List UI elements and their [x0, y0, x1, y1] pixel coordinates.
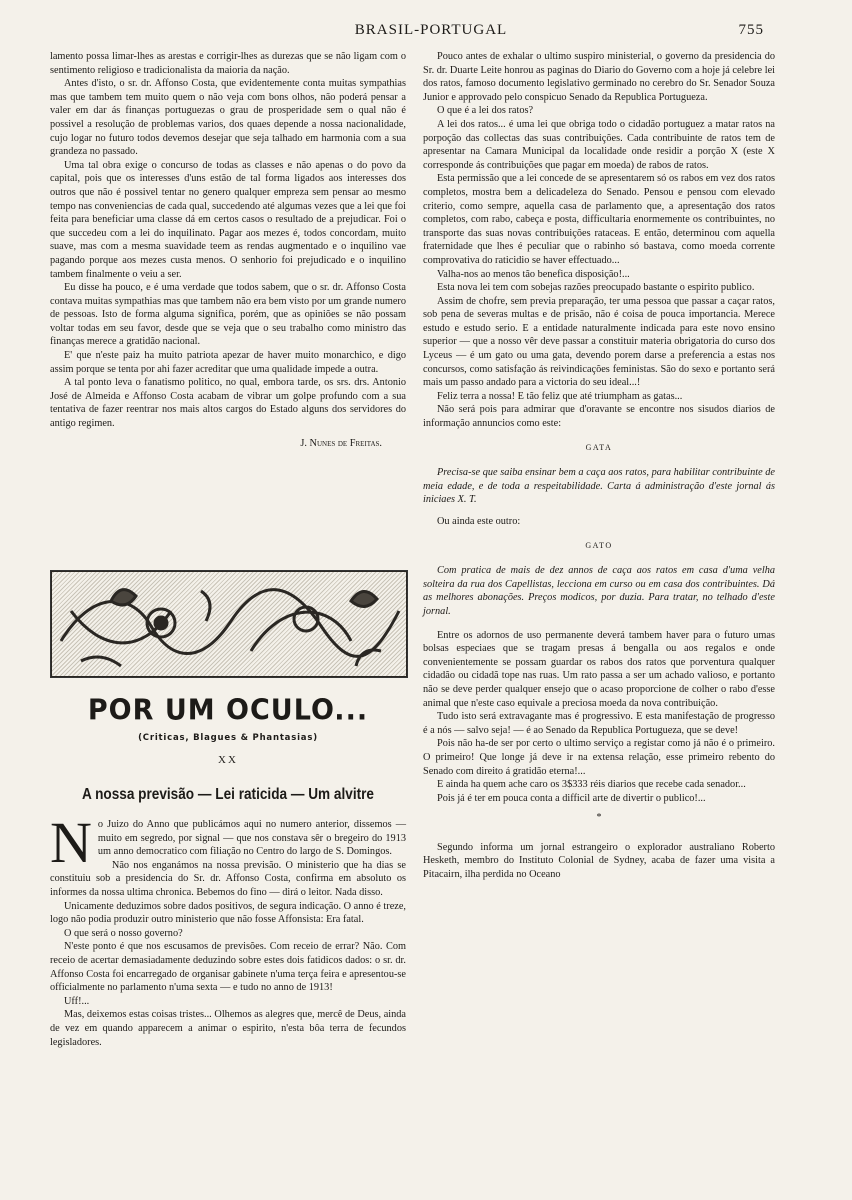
- paragraph: Unicamente deduzimos sobre dados positivos, de segura indicação. O anno é treze, logo não podia produzir outro ministerio que não fosse Affonsista: Era fatal.: [50, 900, 406, 926]
- journal-title: BRASIL-PORTUGAL: [354, 22, 508, 38]
- paragraph: Entre os adornos de uso permanente deverá tambem haver para o futuro umas bolsas especiaes que se tragam presas á bengalla ou aos regalos e onde convenientemente se possam guardar os rabos dos ratos que porventura qualquer cidadão ou cidadã tope nas ruas. Um rato passa a ser um achado valioso, e portanto não se deve perder qualquer ensejo que o acaso proporcione de colher o rabo d'esse animal que n'este caso equivale a preciosa moeda da nova contribuição.: [423, 629, 775, 709]
- ad-label-gata: GATA: [585, 442, 613, 452]
- paragraph: Pouco antes de exhalar o ultimo suspiro ministerial, o governo da presidencia do Sr. dr. Duarte Leite honrou as paginas do Diario do Governo com a hoje já celebre lei dos ratos, famoso documento legislativo germinado no cerebro do Sr. Senador Souza Junior e approvado pelo conspicuo Senado da Republica Portugueza.: [423, 51, 775, 103]
- right-column: [423, 50, 775, 882]
- paragraph: A lei dos ratos... é uma lei que obriga todo o cidadão portuguez a matar ratos na porpoção das collectas das suas contribuições. Cada contribuinte de ratos tem de apresentar na Camara Municipal da localidade onde residir a porção X (este X corresponde ás contribuições que pagar em moeda) de rabos de ratos.: [423, 118, 775, 171]
- paragraph: Esta nova lei tem com sobejas razões preocupado bastante o espirito publico.: [437, 282, 755, 294]
- paragraph: Feliz terra a nossa! E tão feliz que até triumpham as gatas...: [437, 390, 683, 402]
- paragraph: Assim de chofre, sem previa preparação, ter uma pessoa que passar a caçar ratos, sob pena de severas multas e de prisão, não é coisa de pouca importancia. Merece estudo e estudo serio. E a entidade naturalmente indicada para este novo ensino superior — que a nosso vêr deve passar a constituir materia obrigatoria do curso dos Lyceus — é um gato ou uma gata, devendo porem darse a preferencia a estas nos concursos, como satisfação ás reivindicações feministas. São do sexo e portanto será mais um passo andado para a victoria do seu ideal...!: [423, 295, 775, 389]
- paragraph: Não será pois para admirar que d'oravante se encontre nos sisudos diarios de informação annuncios como este:: [423, 404, 775, 430]
- running-header: [50, 22, 812, 44]
- paragraph: N'este ponto é que nos escusamos de previsões. Com receio de errar? Não. Com receio de acertar demasiadamente deduzindo sobre estes dois fatidicos dados: o sr. dr. Affonso Costa foi encarregado de organisar gabinete n'uma terça feira e apresentou-se officialmente no parlamento n'uma sexta — e tudo no anno de 1913!: [50, 941, 406, 994]
- page-number: 755: [738, 22, 764, 38]
- ad-label-gato: GATO: [585, 540, 613, 550]
- paragraph: Segundo informa um jornal estrangeiro o explorador australiano Roberto Hesketh, membro do Instituto Colonial de Sydney, acaba de fazer uma visita a Pitacairn, ilha perdida no Oceano: [423, 841, 775, 881]
- paragraph: Valha-nos ao menos tão benefica disposição!...: [437, 268, 630, 280]
- paragraph: E' que n'este paiz ha muito patriota apezar de haver muito monarchico, e digo assim porque se tenta por ahi fazer acreditar que uma qualidade impede a outra.: [50, 350, 406, 375]
- paragraph: Uff!...: [64, 995, 90, 1007]
- paragraph: Eu disse ha pouco, e é uma verdade que todos sabem, que o sr. dr. Affonso Costa contava muitas sympathias mas que tambem não era bem visto por um grande numero de pessoas. Isto de forma alguma significa, porém, que as opiniões se não possam voltar todas em seu favor, desde que se veja que o seu trabalho como ministro das finanças merece a gratidão nacional.: [50, 282, 406, 348]
- drop-cap: N: [50, 810, 92, 875]
- paragraph: O que é a lei dos ratos?: [437, 105, 534, 117]
- paragraph: Ou ainda este outro:: [437, 516, 521, 527]
- article-body-left: [50, 810, 406, 1049]
- paragraph: Pois não ha-de ser por certo o ultimo serviço a registar como já não é o primeiro. O primeiro! Que longe já deve ir na extensa relação, esse primeiro rebento do Senado com direito á gratidão eterna!...: [423, 738, 775, 777]
- paragraph: Tudo isto será extravagante mas é progressivo. E esta manifestação de progresso é a nós — salvo seja! — é ao Senado da Republica Portugueza, que se deve!: [423, 711, 775, 736]
- paragraph: E ainda ha quem ache caro os 3$333 réis diarios que recebe cada senador...: [437, 779, 746, 791]
- paragraph: No Juizo do Anno que publicámos aqui no numero anterior, dissemos — muito em segredo, por signal — que nos constava sêr o bregeiro do 1913 um anno democratico com filiação no Centro do largo de S. Domingos.: [50, 810, 406, 875]
- section-title: POR UM OCULO...: [87, 694, 369, 727]
- paragraph: Não nos enganámos na nossa previsão. O ministerio que ha dias se constituiu sob a presidencia do Sr. dr. Affonso Costa, confirma em absoluto os informes da nossa ultima chronica. Bebemos do fino — dirá o leitor. Nada disso.: [50, 859, 406, 898]
- decorative-engraving: [50, 570, 408, 678]
- ornament-scroll-icon: [51, 571, 407, 677]
- article-title: A nossa previsão — Lei raticida — Um alvitre: [81, 786, 375, 803]
- paragraph: Antes d'isto, o sr. dr. Affonso Costa, que evidentemente conta muitas sympathias mas que tambem tem muito quem o não veja com bons olhos, não poderá pensar a valer em dar ás finanças portuguezas o grau de prosperidade sem o qual não é possivel a resolução de problemas varios, dos quaes depende a nossa nacionalidade, cujo logar no futuro todos devemos desejar que seja talhado em harmonia com a sua grandeza no passado.: [50, 78, 406, 158]
- paragraph: Uma tal obra exige o concurso de todas as classes e não apenas o do povo da capital, pois que os interesses d'uns estão de tal forma ligados aos interesses dos outros que não é possivel tentar no genero qualquer empreza sem pensar ao mesmo tempo nas conveniencias de cada qual, succedendo até algumas vezes que a lei que foi feita para beneficiar uma classe dá em certos casos o resultado de a prejudicar. Foi o que succedeu com a lei do inquilinato. Pagar aos mezes é, todos concordam, muito suave, mas com a mesma suavidade teem as rendas augmentado e o inquilino vae pagando porque aos mezes custa menos. O senhorio foi prejudicado e o inquilino tambem finalmente o veiu a ser.: [50, 159, 406, 280]
- paragraph: A tal ponto leva o fanatismo politico, no qual, embora tarde, os srs. drs. Antonio José de Almeida e Affonso Costa acabam de vibrar um golpe profundo com a sua tentativa de fazer reentrar nos mais altos cargos do Estado alguns dos servidores do antigo regimen.: [50, 377, 406, 430]
- paragraph: Mas, deixemos estas coisas tristes... Olhemos as alegres que, mercê de Deus, ainda de vez em quando apparecem a animar o espirito, n'esta bôa terra de fecundos legisladores.: [50, 1009, 406, 1048]
- left-column: [50, 50, 406, 450]
- classified-ad: Precisa-se que saiba ensinar bem a caça aos ratos, para habilitar contribuinte de meia edade, e de toda a respeitabilidade. Carta á administração d'este jornal ás iniciaes X. T.: [423, 467, 775, 506]
- paragraph: lamento possa limar-lhes as arestas e corrigir-lhes as durezas que se não ligam com o sentimento religioso e tradicionalista da maioria da nação.: [50, 51, 406, 76]
- classified-ad: Com pratica de mais de dez annos de caça aos ratos em casa d'uma velha solteira da rua dos Capellistas, lecciona em curso ou em casa dos contribuintes. Dá as melhores abonações. Preços modicos, por duzia. Para tratar, no telhado d'este jornal.: [423, 565, 775, 617]
- author-signature: J. Nunes de Freitas.: [300, 437, 382, 449]
- paragraph: Esta permissão que a lei concede de se apresentarem só os rabos em vez dos ratos completos, mostra bem a delicadeleza do Senado. Pensou e pensou com elevado criterio, como sempre, aquella casa de parlamento que, a apresentação dos ratos completos, com rabo, cabeça e posta, difficultaria enormemente os contribuintes, no transporte das suas novas contribuições rataceas. E então, determinou com aquella fraternidade que lhes é peculiar que o rabinho só bastava, como moeda corrente comprovativa do raticidio se haver effectuado...: [423, 173, 775, 266]
- section-number: XX: [218, 754, 238, 766]
- section-separator: *: [596, 812, 602, 824]
- paragraph: Pois já é ter em pouca conta a difficil arte de divertir o publico!...: [437, 792, 706, 804]
- section-subtitle: (Criticas, Blagues & Phantasias): [138, 733, 318, 743]
- paragraph: O que será o nosso governo?: [64, 927, 183, 939]
